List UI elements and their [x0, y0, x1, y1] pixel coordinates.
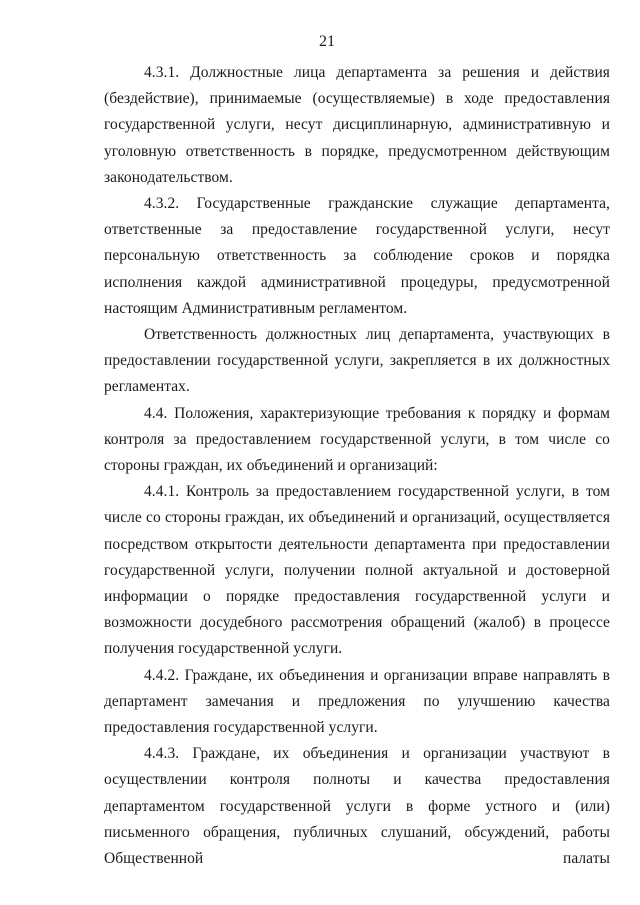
paragraph-4-4-1: 4.4.1. Контроль за предоставлением государственной услуги, в том числе со стороны граждан, их объединений и организаций, осуществляется посредством открытости деятельности департамента при предоставлении государственной услуги, получении полной актуальной и достоверной информации о порядке предоставления государственной услуги и возможности досудебного рассмотрения обращений (жалоб) в процессе получения государственной услуги.: [104, 483, 610, 658]
paragraph-responsibility: Ответственность должностных лиц департамента, участвующих в предоставлении государственной услуги, закрепляется в их должностных регламентах.: [104, 326, 610, 396]
page-number: 21: [319, 33, 335, 50]
paragraph-4-3-1: 4.3.1. Должностные лица департамента за решения и действия (бездействие), принимаемые (осуществляемые) в ходе предоставления государственной услуги, несут дисциплинарную, административную и уголовную ответственность в порядке, предусмотренном действующим законодательством.: [104, 64, 610, 186]
paragraph-4-4-2: 4.4.2. Граждане, их объединения и организации вправе направлять в департамент замечания и предложения по улучшению качества предоставления государственной услуги.: [104, 666, 610, 737]
paragraph-4-4-3: 4.4.3. Граждане, их объединения и организации участвуют в осуществлении контроля полноты и качества предоставления департаментом государственной услуги в форме устного и (или) письменного обращения, публичных слушаний, обсуждений, работы Общественной палаты: [104, 745, 610, 868]
document-body: [104, 60, 610, 872]
paragraph-4-4: 4.4. Положения, характеризующие требования к порядку и формам контроля за предоставлением государственной услуги, в том числе со стороны граждан, их объединений и организаций:: [104, 404, 610, 475]
paragraph-4-3-2: 4.3.2. Государственные гражданские служащие департамента, ответственные за предоставление государственной услуги, несут персональную ответственность за соблюдение сроков и порядка исполнения каждой административной процедуры, предусмотренной настоящим Административным регламентом.: [104, 195, 610, 317]
